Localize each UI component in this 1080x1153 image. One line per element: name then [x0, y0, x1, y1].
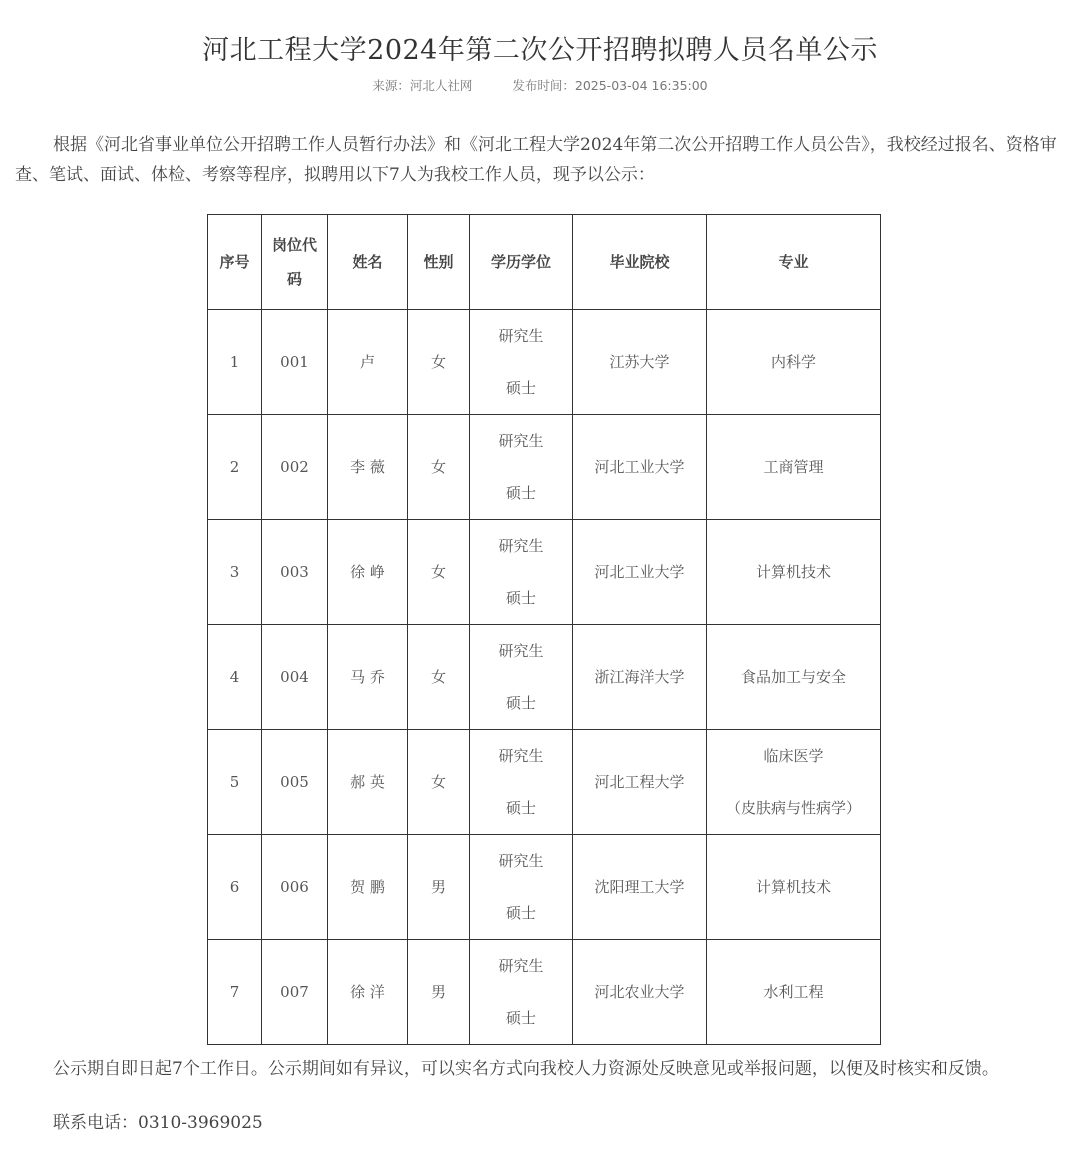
header-no: 序号	[208, 215, 262, 310]
major-line1: 计算机技术	[755, 563, 831, 581]
cell-major	[707, 730, 881, 835]
degree-title: 硕士	[505, 1009, 536, 1027]
cell-code: 004	[262, 625, 328, 730]
cell-name: 徐 洋	[328, 940, 408, 1045]
cell-name: 郝 英	[328, 730, 408, 835]
header-code-line1: 岗位代	[271, 236, 317, 254]
header-gender: 性别	[408, 215, 470, 310]
major-line1: 食品加工与安全	[740, 668, 846, 686]
cell-no: 3	[208, 520, 262, 625]
header-major: 专业	[707, 215, 881, 310]
degree-level: 研究生	[498, 747, 544, 765]
cell-gender: 女	[408, 415, 470, 520]
cell-degree	[470, 310, 573, 415]
table-row	[208, 415, 881, 520]
publish-time: 发布时间：2025-03-04 16:35:00	[512, 78, 708, 93]
cell-no: 6	[208, 835, 262, 940]
candidate-table	[207, 214, 881, 1045]
cell-degree	[470, 940, 573, 1045]
degree-title: 硕士	[505, 694, 536, 712]
cell-code: 001	[262, 310, 328, 415]
cell-school: 河北工业大学	[573, 415, 707, 520]
table-row	[208, 310, 881, 415]
header-degree: 学历学位	[470, 215, 573, 310]
cell-gender: 女	[408, 310, 470, 415]
cell-code: 006	[262, 835, 328, 940]
degree-level: 研究生	[498, 327, 544, 345]
cell-school: 江苏大学	[573, 310, 707, 415]
cell-code: 003	[262, 520, 328, 625]
cell-name: 卢	[328, 310, 408, 415]
major-line1: 水利工程	[763, 983, 824, 1001]
cell-major	[707, 940, 881, 1045]
cell-degree	[470, 625, 573, 730]
cell-code: 007	[262, 940, 328, 1045]
degree-level: 研究生	[498, 852, 544, 870]
cell-name: 贺 鹏	[328, 835, 408, 940]
cell-name: 马 乔	[328, 625, 408, 730]
cell-code: 005	[262, 730, 328, 835]
cell-no: 1	[208, 310, 262, 415]
cell-name: 李 薇	[328, 415, 408, 520]
degree-title: 硕士	[505, 799, 536, 817]
cell-gender: 女	[408, 520, 470, 625]
cell-gender: 女	[408, 730, 470, 835]
cell-major	[707, 520, 881, 625]
major-line1: 工商管理	[763, 458, 824, 476]
degree-title: 硕士	[505, 484, 536, 502]
table-row	[208, 940, 881, 1045]
cell-school: 浙江海洋大学	[573, 625, 707, 730]
major-line1: 内科学	[770, 353, 816, 371]
header-code-line2: 码	[286, 270, 302, 288]
cell-degree	[470, 415, 573, 520]
page-title: 河北工程大学2024年第二次公开招聘拟聘人员名单公示	[202, 35, 878, 66]
notice-paragraph: 公示期自即日起7个工作日。公示期间如有异议，可以实名方式向我校人力资源处反映意见或举报问题，以便及时核实和反馈。	[53, 1059, 999, 1079]
major-line1: 计算机技术	[755, 878, 831, 896]
cell-major	[707, 625, 881, 730]
cell-degree	[470, 520, 573, 625]
cell-name: 徐 峥	[328, 520, 408, 625]
cell-school: 河北农业大学	[573, 940, 707, 1045]
degree-level: 研究生	[498, 642, 544, 660]
degree-title: 硕士	[505, 589, 536, 607]
cell-major	[707, 310, 881, 415]
header-school: 毕业院校	[573, 215, 707, 310]
cell-no: 4	[208, 625, 262, 730]
cell-major	[707, 835, 881, 940]
cell-school: 河北工业大学	[573, 520, 707, 625]
cell-gender: 女	[408, 625, 470, 730]
cell-school: 沈阳理工大学	[573, 835, 707, 940]
table-header-row	[208, 215, 881, 310]
table-row	[208, 730, 881, 835]
cell-degree	[470, 835, 573, 940]
cell-degree	[470, 730, 573, 835]
intro-paragraph: 根据《河北省事业单位公开招聘工作人员暂行办法》和《河北工程大学2024年第二次公开招聘工作人员公告》，我校经过报名、资格审查、笔试、面试、体检、考察等程序，拟聘用以下7人为我校工作人员，现予以公示：	[15, 135, 1057, 185]
degree-title: 硕士	[505, 904, 536, 922]
table-row	[208, 625, 881, 730]
cell-gender: 男	[408, 835, 470, 940]
header-code	[262, 215, 328, 310]
cell-major	[707, 415, 881, 520]
contact-phone: 联系电话：0310-3969025	[53, 1113, 263, 1133]
cell-code: 002	[262, 415, 328, 520]
degree-level: 研究生	[498, 957, 544, 975]
source-label: 来源：河北人社网	[372, 78, 473, 93]
cell-school: 河北工程大学	[573, 730, 707, 835]
major-line1: 临床医学	[763, 747, 824, 765]
degree-level: 研究生	[498, 432, 544, 450]
degree-level: 研究生	[498, 537, 544, 555]
header-name: 姓名	[328, 215, 408, 310]
article-meta	[0, 76, 1080, 94]
major-line2: （皮肤病与性病学）	[725, 799, 861, 817]
degree-title: 硕士	[505, 379, 536, 397]
cell-no: 2	[208, 415, 262, 520]
cell-no: 7	[208, 940, 262, 1045]
table-row	[208, 835, 881, 940]
cell-gender: 男	[408, 940, 470, 1045]
cell-no: 5	[208, 730, 262, 835]
table-row	[208, 520, 881, 625]
